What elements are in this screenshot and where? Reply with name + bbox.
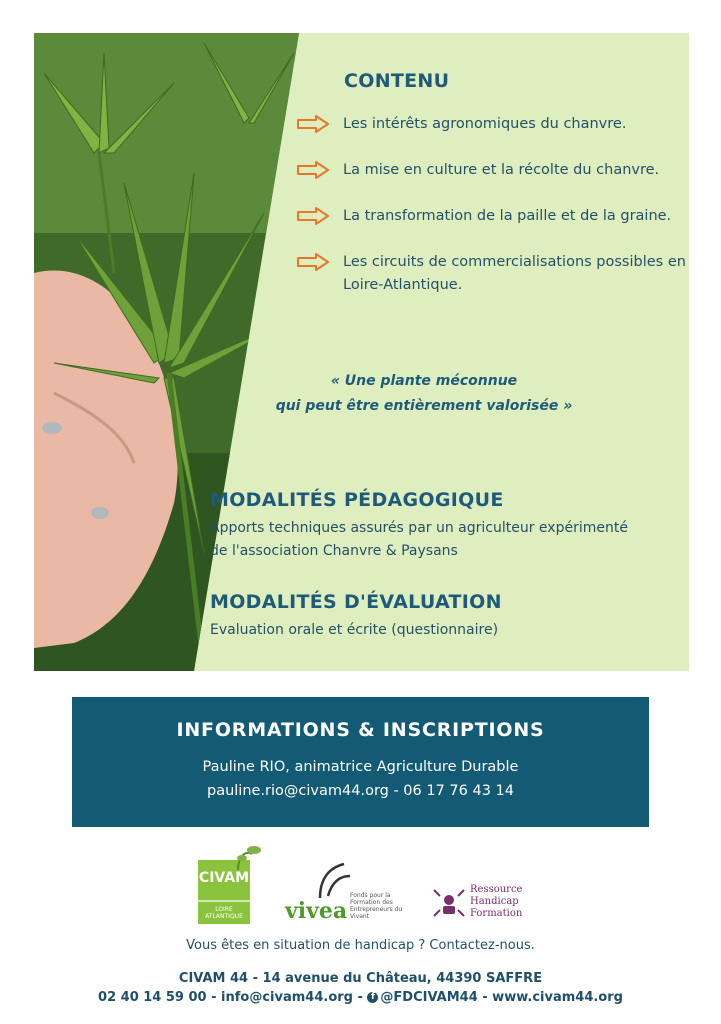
vivea-leaf-icon [310, 860, 355, 902]
civam-logo-text: CIVAM [198, 870, 250, 886]
evaluation-title: MODALITÉS D'ÉVALUATION [210, 591, 502, 613]
civam-logo-bar [198, 900, 250, 902]
info-contact-details: pauline.rio@civam44.org - 06 17 76 43 14 [207, 783, 514, 799]
handicap-note: Vous êtes en situation de handicap ? Contactez-nous. [186, 938, 535, 953]
pedagogique-title: MODALITÉS PÉDAGOGIQUE [210, 489, 504, 511]
arrow-right-icon [297, 115, 329, 133]
quote-line-2: qui peut être entièrement valorisée » [275, 398, 573, 414]
quote-line-1: « Une plante méconnue [330, 373, 518, 389]
footer-social-web: @FDCIVAM44 - www.civam44.org [380, 990, 623, 1005]
footer-address: CIVAM 44 - 14 avenue du Château, 44390 SAFFRE [178, 971, 543, 986]
hero-panel [34, 33, 689, 671]
contenu-item-text: Les intérêts agronomiques du chanvre. [343, 116, 627, 132]
info-contact-name: Pauline RIO, animatrice Agriculture Durable [202, 759, 519, 775]
footer-phone-email: 02 40 14 59 00 - info@civam44.org - [98, 990, 363, 1005]
contenu-title: CONTENU [344, 70, 450, 92]
vivea-logo-sub: Fonds pour la Formation des Entrepreneurs du Vivant [350, 892, 403, 920]
pedagogique-line-1: Apports techniques assurés par un agriculteur expérimenté [210, 520, 628, 536]
civam-logo-sub-2: ATLANTIQUE [205, 913, 243, 920]
footer-contact [0, 990, 721, 1005]
pedagogique-text [210, 517, 628, 563]
rhf-line-3: Formation [470, 908, 523, 919]
hemp-photo [34, 33, 334, 671]
arrow-right-icon [297, 207, 329, 225]
partner-logos [0, 840, 721, 930]
civam-logo-sub [198, 906, 250, 920]
contenu-item-text: La transformation de la paille et de la graine. [343, 208, 672, 224]
contenu-item-text: Les circuits de commercialisations possibles en Loire-Atlantique. [343, 254, 686, 293]
info-box [72, 697, 649, 827]
pedagogique-line-2: de l'association Chanvre & Paysans [210, 543, 458, 559]
evaluation-text: Evaluation orale et écrite (questionnaire) [210, 622, 499, 638]
rhf-line-1: Ressource [470, 884, 523, 895]
arrow-right-icon [297, 161, 329, 179]
contenu-item-text: La mise en culture et la récolte du chanvre. [343, 162, 660, 178]
info-title: INFORMATIONS & INSCRIPTIONS [176, 719, 545, 741]
vivea-logo-text: vivea [285, 898, 348, 924]
sprout-icon [232, 842, 266, 872]
civam-logo-sub-1: LOIRE [215, 906, 233, 913]
arrow-right-icon [297, 253, 329, 271]
rhf-logo-text [470, 884, 522, 920]
quote [264, 369, 584, 419]
rhf-line-2: Handicap [470, 896, 519, 907]
facebook-icon: f [367, 992, 378, 1003]
handicap-network-icon [432, 886, 466, 920]
